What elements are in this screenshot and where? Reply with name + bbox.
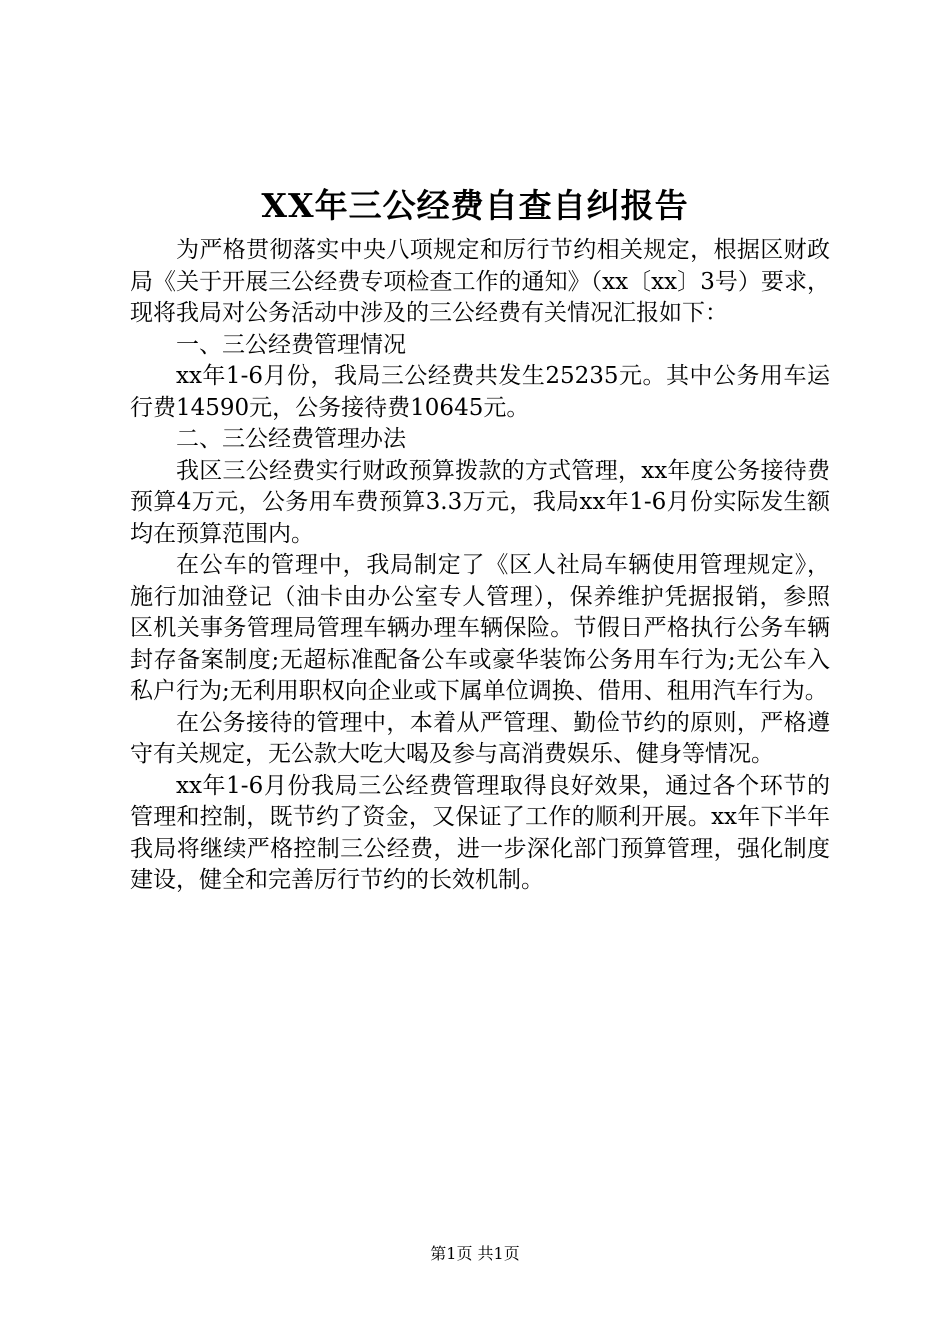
conclusion-paragraph: xx年1-6月份我局三公经费管理取得良好效果，通过各个环节的管理和控制，既节约了资金，又保证了工作的顺利开展。xx年下半年我局将继续严格控制三公经费，进一步深化部门预算管理，强化制度建设，健全和完善厉行节约的长效机制。 [130, 772, 830, 893]
document-body [130, 235, 830, 897]
expense-summary-paragraph: xx年1-6月份，我局三公经费共发生25235元。其中公务用车运行费14590元，公务接待费10645元。 [130, 363, 830, 421]
intro-paragraph: 为严格贯彻落实中央八项规定和厉行节约相关规定，根据区财政局《关于开展三公经费专项检查工作的通知》（xx〔xx〕3号）要求，现将我局对公务活动中涉及的三公经费有关情况汇报如下： [130, 237, 830, 326]
reception-management-paragraph: 在公务接待的管理中，本着从严管理、勤俭节约的原则，严格遵守有关规定，无公款大吃大喝及参与高消费娱乐、健身等情况。 [130, 709, 830, 767]
budget-paragraph: 我区三公经费实行财政预算拨款的方式管理，xx年度公务接待费预算4万元，公务用车费预算3.3万元，我局xx年1-6月份实际发生额均在预算范围内。 [130, 457, 830, 547]
section-heading-1: 一、三公经费管理情况 [176, 331, 406, 358]
page-footer: 第1页 共1页 [430, 1244, 520, 1263]
document-title: XX年三公经费自查自纠报告 [261, 186, 689, 225]
vehicle-management-paragraph: 在公车的管理中，我局制定了《区人社局车辆使用管理规定》，施行加油登记（油卡由办公室专人管理），保养维护凭据报销，参照区机关事务管理局管理车辆办理车辆保险。节假日严格执行公务车辆封存备案制度;无超标准配备公车或豪华装饰公务用车行为;无公车入私户行为;无利用职权向企业或下属单位调换、借用、租用汽车行为。 [130, 552, 830, 704]
section-heading-2: 二、三公经费管理办法 [176, 426, 406, 452]
